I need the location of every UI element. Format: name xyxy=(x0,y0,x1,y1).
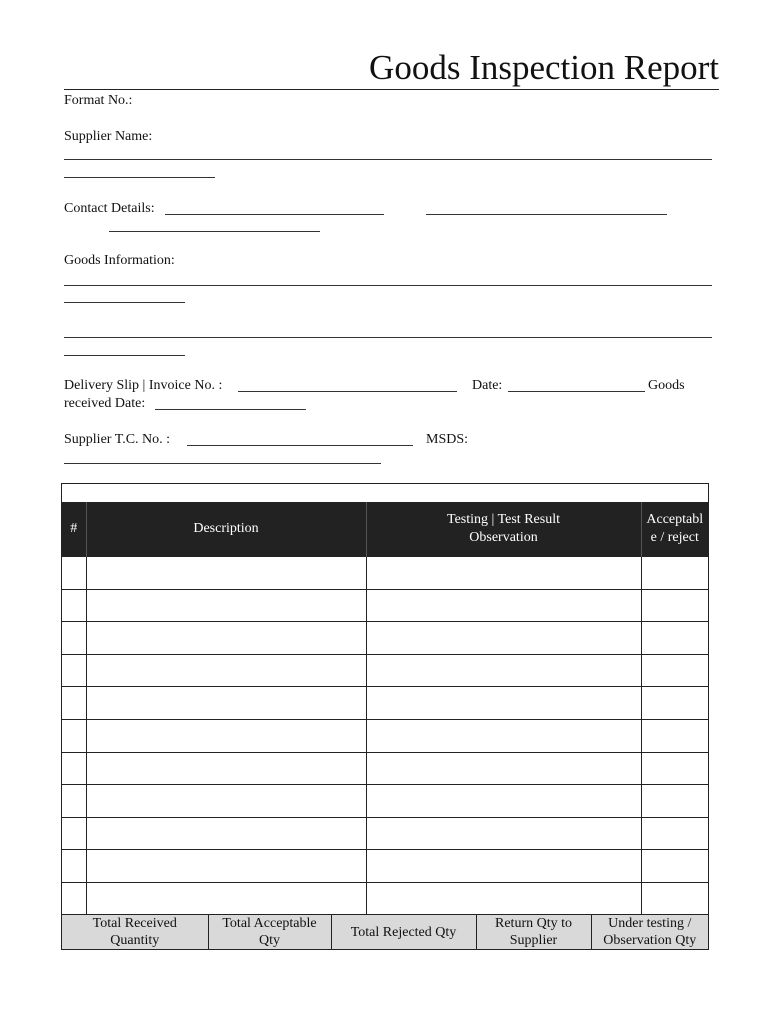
cell-acceptable[interactable] xyxy=(641,752,708,785)
supplier-tc-line[interactable] xyxy=(187,445,413,446)
cell-acceptable[interactable] xyxy=(641,719,708,752)
goods-information-line-1[interactable] xyxy=(64,285,712,286)
cell-testing[interactable] xyxy=(366,589,641,622)
contact-details-line-1[interactable] xyxy=(165,214,384,215)
supplier-name-line-2[interactable] xyxy=(64,177,215,178)
cell-testing[interactable] xyxy=(366,654,641,687)
table-row xyxy=(62,654,708,687)
header-testing: Testing | Test Result Observation xyxy=(366,502,641,557)
cell-acceptable[interactable] xyxy=(641,687,708,720)
received-date-line[interactable] xyxy=(155,409,306,410)
supplier-tc-label: Supplier T.C. No. : xyxy=(64,432,171,447)
inspection-table-box xyxy=(61,483,709,950)
received-date-label: received Date: xyxy=(64,396,146,411)
cell-acceptable[interactable] xyxy=(641,622,708,655)
cell-description[interactable] xyxy=(86,654,366,687)
cell-number[interactable] xyxy=(62,687,86,720)
supplier-name-label: Supplier Name: xyxy=(64,129,153,144)
msds-label: MSDS: xyxy=(426,432,469,447)
header-acceptable: Acceptable / reject xyxy=(641,502,708,557)
total-rejected-qty: Total Rejected Qty xyxy=(331,915,476,950)
date-line[interactable] xyxy=(508,391,645,392)
cell-acceptable[interactable] xyxy=(641,817,708,850)
cell-testing[interactable] xyxy=(366,752,641,785)
totals-row xyxy=(62,915,708,950)
cell-description[interactable] xyxy=(86,817,366,850)
goods-label: Goods xyxy=(648,378,685,393)
cell-number[interactable] xyxy=(62,752,86,785)
cell-acceptable[interactable] xyxy=(641,850,708,883)
cell-testing[interactable] xyxy=(366,882,641,915)
table-row xyxy=(62,752,708,785)
cell-number[interactable] xyxy=(62,589,86,622)
msds-line[interactable] xyxy=(64,463,381,464)
cell-testing[interactable] xyxy=(366,687,641,720)
header-number: # xyxy=(62,502,86,557)
cell-description[interactable] xyxy=(86,785,366,818)
title-divider xyxy=(64,89,719,90)
goods-information-label: Goods Information: xyxy=(64,253,175,268)
contact-details-line-3[interactable] xyxy=(109,231,320,232)
cell-number[interactable] xyxy=(62,785,86,818)
cell-testing[interactable] xyxy=(366,557,641,590)
cell-description[interactable] xyxy=(86,687,366,720)
cell-testing[interactable] xyxy=(366,850,641,883)
delivery-slip-line[interactable] xyxy=(238,391,457,392)
cell-testing[interactable] xyxy=(366,785,641,818)
cell-description[interactable] xyxy=(86,719,366,752)
goods-information-line-3[interactable] xyxy=(64,337,712,338)
table-row xyxy=(62,622,708,655)
cell-testing[interactable] xyxy=(366,622,641,655)
table-row xyxy=(62,785,708,818)
cell-testing[interactable] xyxy=(366,719,641,752)
table-row xyxy=(62,719,708,752)
cell-testing[interactable] xyxy=(366,817,641,850)
goods-information-line-4[interactable] xyxy=(64,355,185,356)
table-header-row xyxy=(62,502,708,557)
table-row xyxy=(62,557,708,590)
cell-description[interactable] xyxy=(86,557,366,590)
cell-number[interactable] xyxy=(62,817,86,850)
cell-description[interactable] xyxy=(86,752,366,785)
cell-acceptable[interactable] xyxy=(641,882,708,915)
cell-number[interactable] xyxy=(62,719,86,752)
delivery-slip-label: Delivery Slip | Invoice No. : xyxy=(64,378,223,393)
cell-description[interactable] xyxy=(86,850,366,883)
cell-number[interactable] xyxy=(62,850,86,883)
cell-number[interactable] xyxy=(62,557,86,590)
table-row xyxy=(62,817,708,850)
goods-information-line-2[interactable] xyxy=(64,302,185,303)
under-testing-qty: Under testing / Observation Qty xyxy=(591,915,708,950)
supplier-name-line[interactable] xyxy=(64,159,712,160)
cell-description[interactable] xyxy=(86,882,366,915)
header-description: Description xyxy=(86,502,366,557)
cell-number[interactable] xyxy=(62,622,86,655)
cell-acceptable[interactable] xyxy=(641,785,708,818)
total-received-quantity: Total Received Quantity xyxy=(62,915,208,950)
cell-acceptable[interactable] xyxy=(641,589,708,622)
cell-acceptable[interactable] xyxy=(641,557,708,590)
return-qty-to-supplier: Return Qty to Supplier xyxy=(476,915,591,950)
cell-acceptable[interactable] xyxy=(641,654,708,687)
table-row xyxy=(62,687,708,720)
page-title: Goods Inspection Report xyxy=(369,48,719,87)
table-row xyxy=(62,589,708,622)
cell-description[interactable] xyxy=(86,622,366,655)
totals-table xyxy=(62,914,708,949)
inspection-table xyxy=(62,502,708,916)
table-row xyxy=(62,882,708,915)
format-no-label: Format No.: xyxy=(64,93,133,108)
total-acceptable-qty: Total Acceptable Qty xyxy=(208,915,331,950)
cell-description[interactable] xyxy=(86,589,366,622)
contact-details-line-2[interactable] xyxy=(426,214,667,215)
table-row xyxy=(62,850,708,883)
contact-details-label: Contact Details: xyxy=(64,201,155,216)
date-label: Date: xyxy=(472,378,503,393)
cell-number[interactable] xyxy=(62,654,86,687)
cell-number[interactable] xyxy=(62,882,86,915)
